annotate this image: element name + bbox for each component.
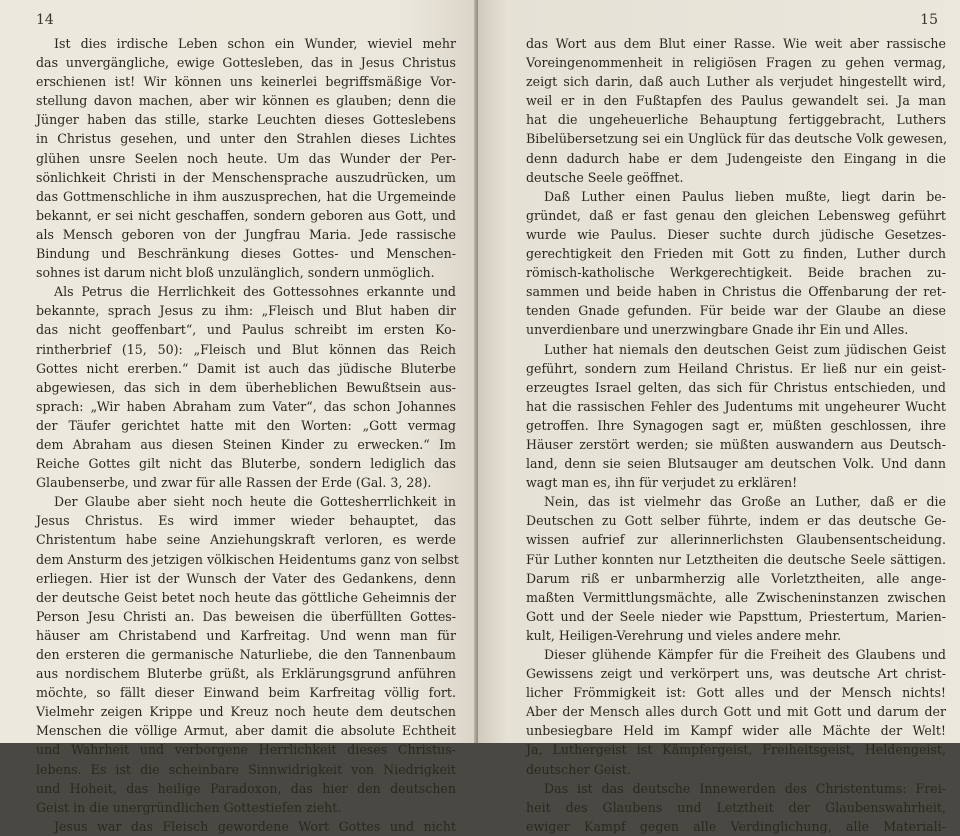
text-line: das nicht geoffenbart“, und Paulus schreibt im ersten Ko-	[36, 322, 456, 338]
text-line: Voreingenommenheit in religiösen Fragen zu gehen vermag,	[526, 55, 946, 71]
text-line: licher Frömmigkeit ist: Gott alles und der Mensch nichts!	[526, 685, 946, 701]
text-line: Bibelübersetzung sei ein Unglück für das deutsche Volk gewesen,	[526, 131, 948, 147]
text-line: deutsche Seele geöffnet.	[526, 169, 684, 185]
text-line: aus nordischem Bluterbe grüßt, als Erklärungsgrund anführen	[36, 666, 456, 682]
text-line: sammen und beide haben in Christus die Offenbarung der ret-	[526, 284, 946, 300]
text-line: kult, Heiligen-Verehrung und vieles andere mehr.	[526, 627, 842, 643]
text-line: Gewissens zeigt und verkörpert uns, was deutsche Art christ-	[526, 666, 946, 682]
text-line: Dieser glühende Kämpfer für die Freiheit des Glaubens und	[544, 647, 946, 662]
text-line: land, denn sie seien Blutsauger am deutschen Volk. Und dann	[526, 456, 946, 472]
text-line: römisch-katholische Werkgerechtigkeit. Beide brachen zu-	[526, 265, 946, 281]
text-line: tenden Gnade gefunden. Für beide war der Glaube an diese	[526, 303, 946, 319]
text-line: wurde wie Paulus. Dieser suchte durch jüdische Gesetzes-	[526, 226, 946, 242]
text-line: denn dadurch habe er dem Judengeiste den Eingang in die	[526, 150, 946, 166]
text-line: Bindung und Beschränkung dieses Gottes- und Menschen-	[36, 246, 456, 262]
text-line: erliegen. Hier ist der Wunsch der Vater des Gedankens, denn	[36, 570, 456, 586]
text-line: gründet, daß er fast genau den gleichen Lebensweg geführt	[526, 207, 946, 223]
text-line: den ersteren die germanische Naturliebe, die den Tannenbaum	[36, 647, 456, 662]
text-line: Reiche Gottes gilt nicht das Bluterbe, sondern lediglich das	[36, 456, 456, 472]
text-line: sprach: „Wir haben Abraham zum Vater“, das schon Johannes	[36, 398, 456, 414]
text-line: dem Ansturm des jetzigen völkischen Heidentums ganz von selbst	[36, 551, 459, 567]
text-line: Der Glaube aber sieht noch heute die Gottesherrlichkeit in	[54, 494, 456, 510]
text-line: und Hoheit, das heilige Paradoxon, das hier den deutschen	[36, 780, 456, 796]
text-line: der Täufer gerichtet hatte mit den Worten: „Gott vermag	[36, 417, 456, 433]
text-line: Vielmehr zeigen Krippe und Kreuz noch heute dem deutschen	[36, 704, 456, 720]
text-line: Glaubenserbe, und zwar für alle Rassen der Erde (Gal. 3, 28).	[36, 475, 432, 491]
text-line: das unvergängliche, ewige Gottesleben, das in Jesus Christus	[36, 55, 456, 71]
text-line: Jünger haben das stille, starke Leuchten dieses Gotteslebens	[36, 112, 456, 128]
text-line: erschienen ist! Wir können uns keinerlei begriffsmäßige Vor-	[36, 74, 456, 90]
left-page	[0, 0, 478, 834]
page-number: 15	[920, 12, 938, 28]
text-line: zeigt sich darin, daß auch Luther als verjudet hingestellt wird,	[526, 74, 946, 90]
text-line: bekannte, sprach Jesus zu ihm: „Fleisch und Blut haben dir	[36, 303, 456, 319]
text-line: Daß Luther einen Paulus lieben mußte, liegt darin be-	[544, 188, 946, 204]
text-line: Christentum habe seine Anziehungskraft verloren, es werde	[36, 532, 456, 548]
text-line: unverdienbare und unerzwingbare Gnade ihr Ein und Alles.	[526, 322, 909, 338]
text-line: sönlichkeit Christi in der Menschensprache auszudrücken, um	[36, 169, 456, 185]
text-line: geführt, sondern zum Heiland Christus. Er ließ nur ein geist-	[526, 360, 946, 376]
text-line: Häuser zerstört werden; sie müßten auswandern aus Deutsch-	[526, 436, 946, 452]
text-line: rintherbrief (15, 50): „Fleisch und Blut können das Reich	[36, 341, 456, 357]
text-line: Das ist das deutsche Innewerden des Christentums: Frei-	[544, 780, 946, 796]
text-line: erzeugtes Israel gelten, das sich für Christus entschieden, und	[526, 379, 946, 395]
text-line: getroffen. Ihre Synagogen sagt er, müßten geschlossen, ihre	[526, 417, 946, 433]
text-line: möchte, so fällt dieser Einwand beim Karfreitag völlig fort.	[36, 685, 456, 701]
text-line: ewiger Kampf gegen alle Verdinglichung, alle Materiali-	[526, 818, 946, 834]
text-line: häuser am Christabend und Karfreitag. Und wenn man für	[36, 627, 456, 643]
text-line: Gottes nicht ererben.“ Damit ist auch das jüdische Bluterbe	[36, 360, 456, 376]
text-line: Geist in die unergründlichen Gottestiefen zieht.	[36, 799, 342, 815]
text-line: Aber der Mensch alles durch Gott und mit Gott und darum der	[526, 704, 946, 720]
text-line: glühen unsre Seelen noch heute. Um das Wunder der Per-	[36, 150, 456, 166]
text-line: in Christus gesehen, und unter den Strahlen dieses Lichtes	[36, 131, 456, 147]
text-line: Menschen die völlige Armut, aber damit die absolute Echtheit	[36, 723, 456, 739]
text-line: das Gottmenschliche in ihm auszusprechen, hat die Urgemeinde	[36, 188, 456, 204]
text-line: Gott und der Seele nieder wie Papsttum, Priestertum, Marien-	[526, 608, 946, 624]
text-line: deutscher Geist.	[526, 761, 631, 777]
text-line: das Wort aus dem Blut einer Rasse. Wie weit aber rassische	[526, 36, 946, 51]
text-line: und Wahrheit und verborgene Herrlichkeit dieses Christus-	[36, 742, 456, 758]
text-line: als Mensch geboren von der Jungfrau Maria. Jede rassische	[36, 226, 456, 242]
right-page	[478, 0, 960, 834]
text-line: weil er in den Fußtapfen des Paulus gewandelt sei. Ja man	[526, 93, 946, 109]
text-line: stellung davon machen, aber wir können es glauben; denn die	[36, 93, 456, 109]
text-line: wagt man es, ihn für verjudet zu erklären!	[526, 475, 798, 491]
text-line: der deutsche Geist betet noch heute das göttliche Geheimnis der	[36, 589, 456, 605]
page-text	[36, 34, 459, 836]
text-line: Nein, das ist vielmehr das Große an Luther, daß er die	[544, 494, 946, 510]
text-line: Für Luther konnten nur Letztheiten die deutsche Seele sättigen.	[526, 551, 946, 567]
text-line: Darum riß er unbarmherzig alle Vorletztheiten, alle ange-	[526, 570, 946, 586]
text-line: Ist dies irdische Leben schon ein Wunder, wieviel mehr	[54, 36, 456, 51]
text-line: Jesus Christus. Es wird immer wieder behauptet, das	[36, 513, 456, 529]
text-line: abgewiesen, das sich in dem überheblichen Bewußtsein aus-	[36, 379, 456, 395]
text-line: Als Petrus die Herrlichkeit des Gottessohnes erkannte und	[54, 284, 456, 300]
text-line: Jesus war das Fleisch gewordene Wort Gottes und nicht	[54, 818, 456, 834]
text-line: Ja, Luthergeist ist Kämpfergeist, Freiheitsgeist, Heldengeist,	[526, 742, 946, 758]
text-line: lebens. Es ist die scheinbare Sinnwidrigkeit von Niedrigkeit	[36, 761, 456, 777]
text-line: heit des Glaubens und Letztheit der Glaubenswahrheit,	[526, 799, 946, 815]
text-line: unbesiegbare Held im Kampf wider alle Mächte der Welt!	[526, 723, 946, 739]
text-line: sohnes ist darum nicht bloß unzulänglich, sondern unmöglich.	[36, 265, 435, 281]
page-number: 14	[36, 12, 54, 28]
text-line: hat die ungeheuerliche Behauptung fertiggebracht, Luthers	[526, 112, 946, 128]
text-line: wissen aufrief zur allerinnerlichsten Glaubensentscheidung.	[526, 532, 946, 548]
page-text	[526, 34, 946, 836]
text-line: Luther hat niemals den deutschen Geist zum jüdischen Geist	[544, 341, 946, 357]
text-line: maßten Vermittlungsmächte, alle Zwischeninstanzen zwischen	[526, 589, 946, 605]
text-line: Deutschen zu Gott selber führte, indem er das deutsche Ge-	[526, 513, 946, 529]
text-line: hat die rassischen Fehler des Judentums mit ungeheurer Wucht	[526, 398, 946, 414]
text-line: gerechtigkeit den Frieden mit Gott zu finden, Luther durch	[526, 246, 946, 262]
text-line: dem Abraham aus diesen Steinen Kinder zu erwecken.“ Im	[36, 436, 456, 452]
text-line: Person Jesu Christi an. Das beweisen die überfüllten Gottes-	[36, 608, 456, 624]
text-line: bekannt, er sei nicht geschaffen, sondern geboren aus Gott, und	[36, 207, 456, 223]
